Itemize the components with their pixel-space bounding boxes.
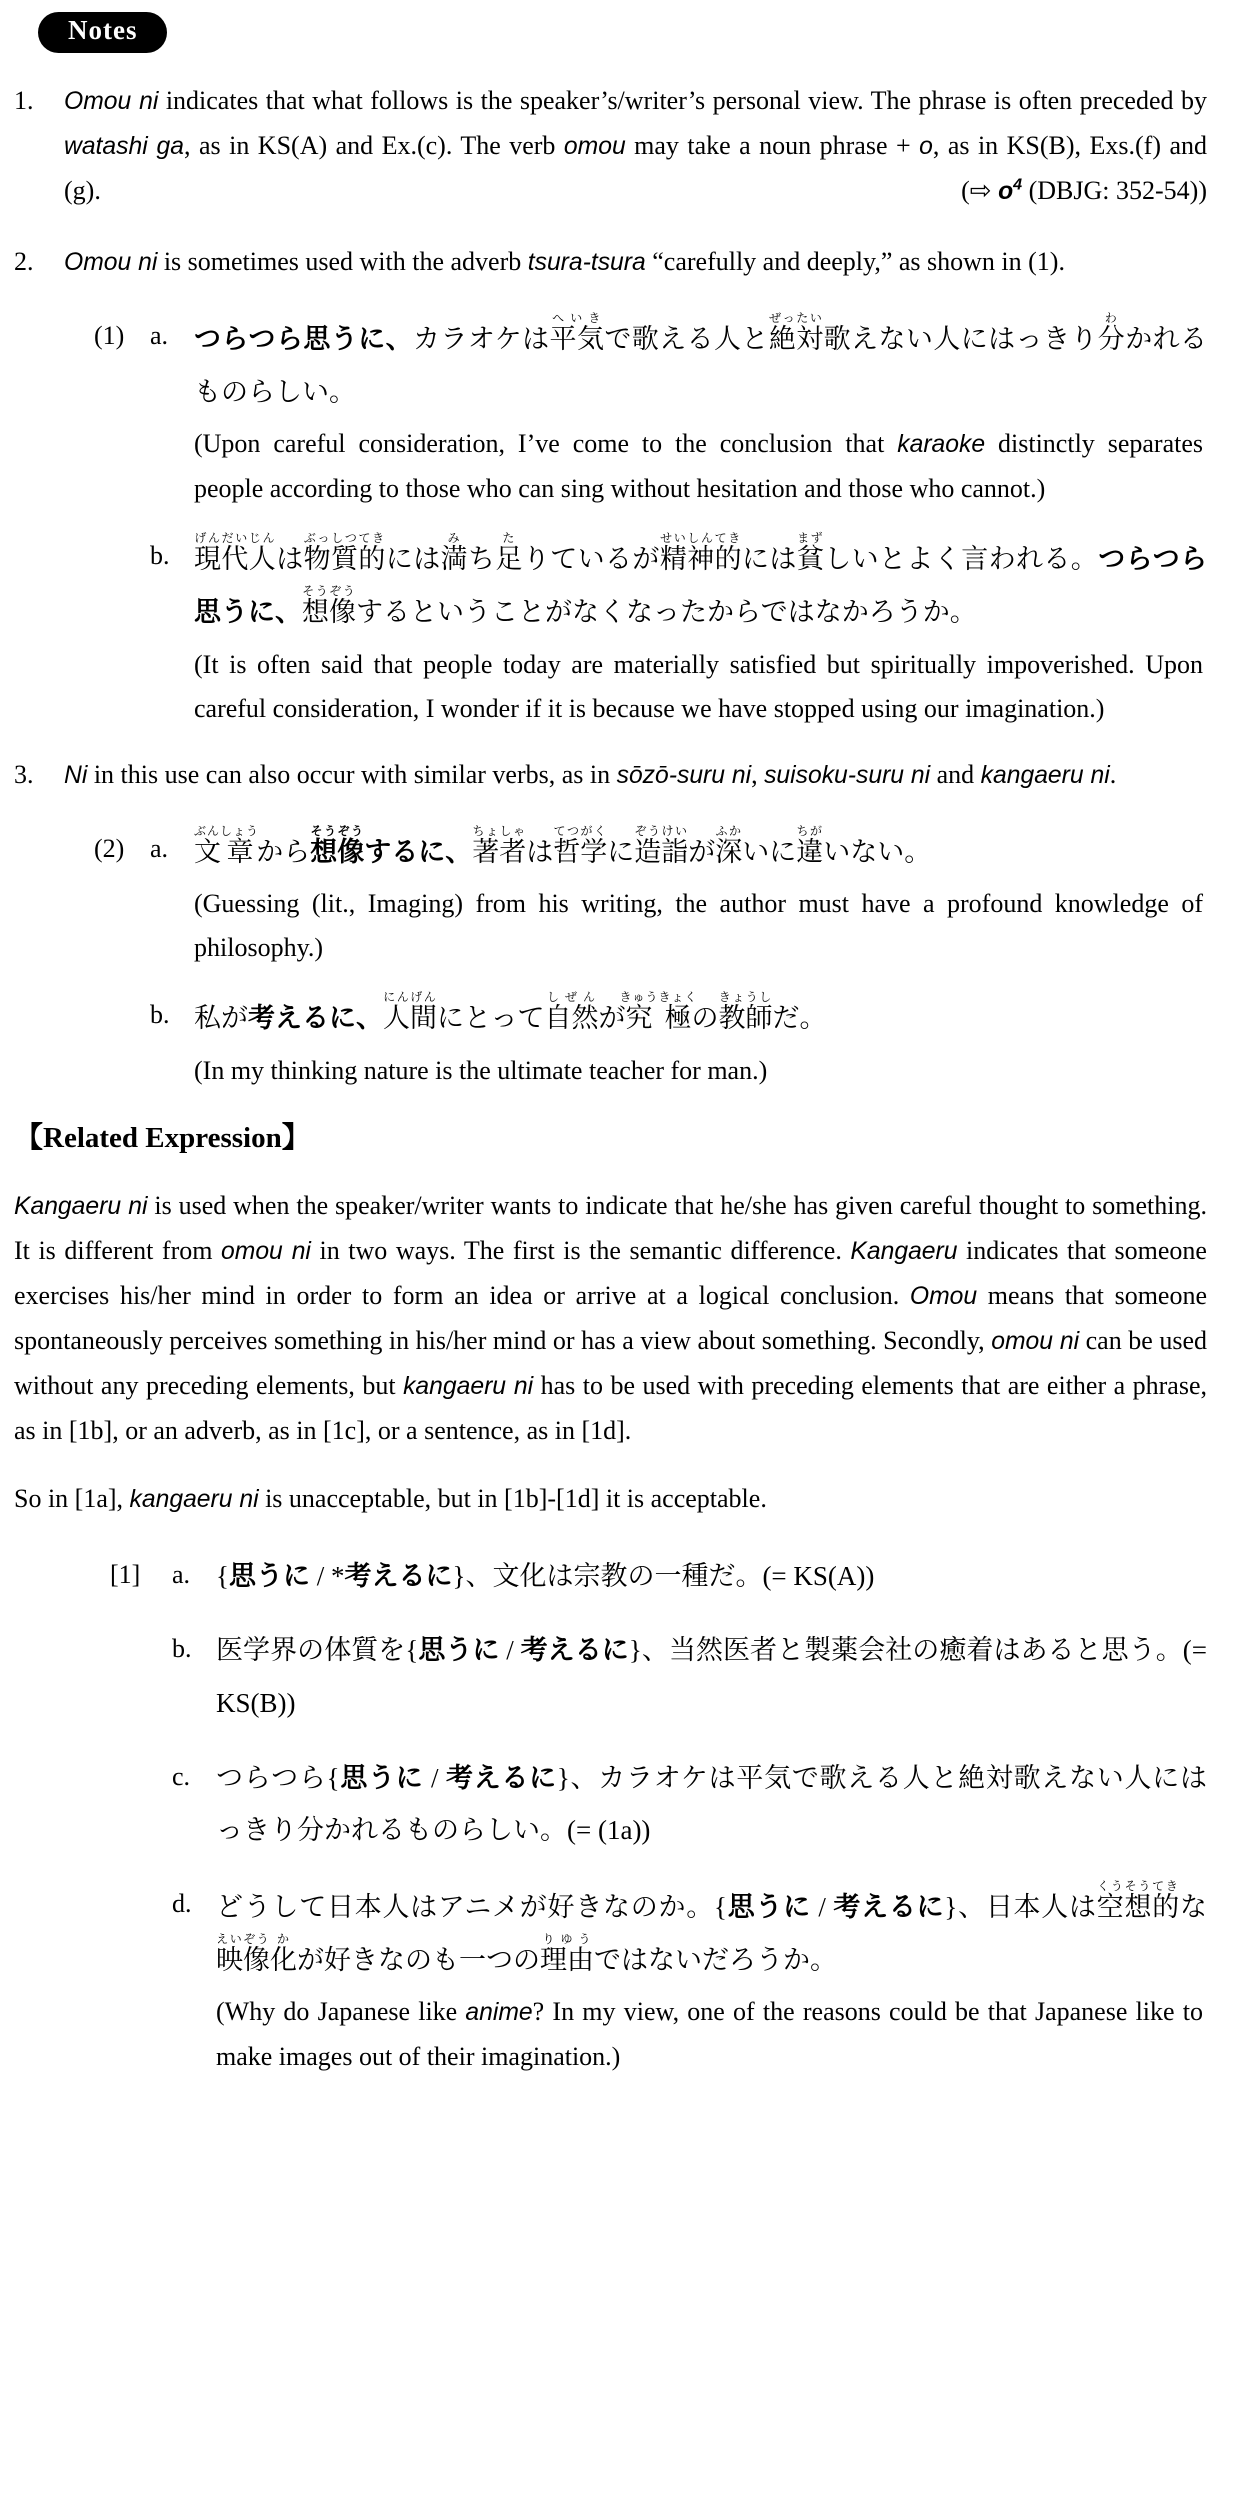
note-number: 3. <box>14 759 34 789</box>
note-item-2 <box>14 240 1207 285</box>
re-example-1d <box>110 1879 1207 2079</box>
example-1b <box>94 531 1207 730</box>
re-example-1b <box>110 1624 1207 1729</box>
notes-section-badge <box>38 12 167 53</box>
note-3-text: Ni in this use can also occur with similar verbs, as in sōzō-suru ni, suisoku-suru ni and kangaeru ni. <box>64 759 1117 789</box>
note-item-1 <box>14 79 1207 214</box>
japanese-sentence-1b: 現代人げんだいじんは物質的ぶっしつてきには満みち足たりているが精神的せいしんてきには貧まずしいとよく言われる。つらつら思うに、想像そうぞうするということがなくなったからではなかろうか。 <box>194 531 1208 627</box>
example-group-2 <box>94 824 1207 1093</box>
re-example-number: [1] <box>110 1559 141 1589</box>
english-translation-re-1d: (Why do Japanese like anime? In my view, one of the reasons could be that Japanese like to make images out of their imagination.) <box>216 1997 1203 2072</box>
example-2b <box>94 990 1207 1093</box>
japanese-sentence-re-1b: 医学界の体質を{思うに / 考えるに}、当然医者と製薬会社の癒着はあると思う。(= KS(B)) <box>216 1635 1207 1719</box>
note-text <box>64 753 1207 798</box>
japanese-sentence-2a: 文章ぶんしょうから想像そうぞうするに、著者ちょしゃは哲学てつがくに造詣ぞうけいが深ふかいに違ちがいない。 <box>194 823 932 867</box>
example-letter: b. <box>150 541 170 571</box>
japanese-sentence-2b: 私が考えるに、人間にんげんにとって自然しぜんが究極きゅうきょくの教師きょうしだ。 <box>194 990 827 1034</box>
english-translation-1b: (It is often said that people today are materially satisfied but spiritually impoverished. Upon careful consideration, I wonder if it is because we have stopped using our imagination.) <box>194 649 1203 723</box>
example-letter: a. <box>150 833 169 863</box>
japanese-sentence-re-1c: つらつら{思うに / 考えるに}、カラオケは平気で歌える人と絶対歌えない人にはっきり分かれるものらしい。(= (1a)) <box>216 1762 1207 1846</box>
note-number: 1. <box>14 86 34 115</box>
note-number: 2. <box>14 247 34 276</box>
english-translation-2a: (Guessing (lit., Imaging) from his writing, the author must have a profound knowledge of philosophy.) <box>194 889 1203 963</box>
note-text <box>64 79 1207 214</box>
re-example-1c <box>110 1752 1207 1857</box>
re-example-1a <box>110 1550 1207 1603</box>
example-group-number: (2) <box>94 833 125 863</box>
example-group-number: (1) <box>94 321 125 350</box>
related-expression-summary: So in [1a], kangaeru ni is unacceptable, but in [1b]-[1d] it is acceptable. <box>14 1483 767 1513</box>
example-letter: d. <box>172 1889 192 1919</box>
example-letter: b. <box>150 1000 170 1030</box>
related-expression-heading: 【Related Expression】 <box>14 1121 311 1154</box>
japanese-sentence-re-1d: どうして日本人はアニメが好きなのか。{思うに / 考えるに}、日本人は空想的くうそうてきな映像えいぞう化かが好きなのも一つの理由りゆうではないだろうか。 <box>216 1879 1208 1975</box>
example-letter: a. <box>172 1559 191 1589</box>
example-letter: b. <box>172 1634 192 1664</box>
example-letter: c. <box>172 1761 191 1791</box>
example-1a <box>94 311 1207 511</box>
notes-badge-label: Notes <box>68 15 138 45</box>
cross-reference-dbjg: (⇨ $o^4$ (DBJG: 352-54)) <box>961 175 1207 205</box>
japanese-sentence-re-1a: {思うに / *考えるに}、文化は宗教の一種だ。(= KS(A)) <box>216 1560 875 1591</box>
note-2-text: Omou ni is sometimes used with the adverb tsura-tsura “carefully and deeply,” as shown in (1). <box>64 247 1065 276</box>
related-expression-paragraph: Kangaeru ni is used when the speaker/writer wants to indicate that he/she has given careful thought to something. It is different from omou ni in two ways. The first is the semantic difference. Kangaeru indicates that someone exercises his/her mind in order to form an idea or arrive at a logical conclusion. Omou means that someone spontaneously perceives something in his/her mind or has a view about something. Secondly, omou ni can be used without any preceding elements, but kangaeru ni has to be used with preceding elements that are either a phrase, as in [1b], or an adverb, as in [1c], or a sentence, as in [1d]. <box>14 1190 1208 1445</box>
note-item-3 <box>14 753 1207 798</box>
english-translation-2b: (In my thinking nature is the ultimate teacher for man.) <box>194 1055 768 1085</box>
example-group-1 <box>94 311 1207 731</box>
example-letter: a. <box>150 321 169 350</box>
japanese-sentence-1a: つらつら思うに、カラオケは平気へいきで歌える人と絶対ぜったい歌えない人にはっきり分わかれるものらしい。 <box>194 311 1208 407</box>
note-text <box>64 240 1207 285</box>
related-expression-examples <box>110 1550 1207 2079</box>
example-2a <box>94 824 1207 971</box>
note-1-text: Omou ni indicates that what follows is the speaker’s/writer’s personal view. The phrase is often preceded by watashi ga, as in KS(A) and Ex.(c). The verb omou may take a noun phrase + o, as in KS(B), Exs.(f) and (g). <box>64 86 1208 205</box>
english-translation-1a: (Upon careful consideration, I’ve come to the conclusion that karaoke distinctly separates people according to those who can sing without hesitation and those who cannot.) <box>194 429 1203 504</box>
